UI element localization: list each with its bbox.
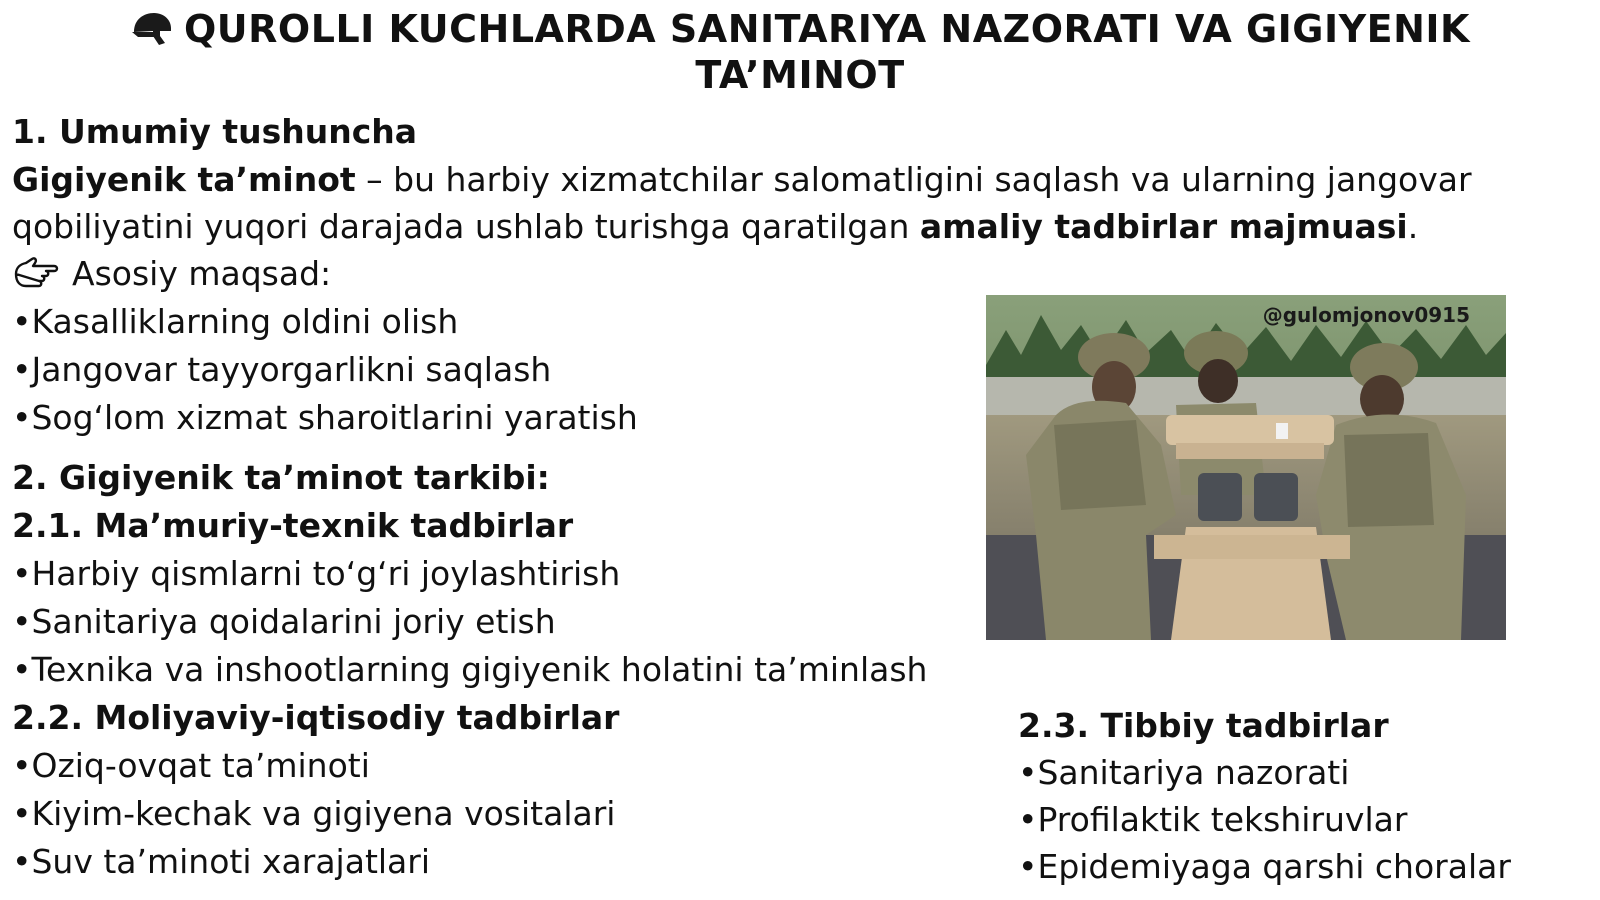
goal-label-row xyxy=(12,250,1592,298)
photo-illustration xyxy=(986,295,1506,640)
soldiers-handwashing-photo xyxy=(986,295,1506,640)
pointing-hand-icon xyxy=(12,254,60,294)
list-item: •Texnika va inshootlarning gigiyenik holatini ta’minlash xyxy=(12,650,928,689)
subsection-2-3 xyxy=(1018,702,1511,890)
definition-end: . xyxy=(1407,207,1419,246)
list-item: •Kiyim-kechak va gigiyena vositalari xyxy=(12,794,616,833)
list-item: •Sanitariya nazorati xyxy=(1018,753,1350,792)
page-title xyxy=(0,6,1600,98)
definition-paragraph xyxy=(12,156,1592,250)
goal-item: •Sog‘lom xizmat sharoitlarini yaratish xyxy=(12,398,638,437)
list-item: •Suv ta’minoti xarajatlari xyxy=(12,842,431,881)
definition-text: – bu harbiy xizmatchilar salomatligini saqlash va ularning jangovar qobiliyatini yuqori darajada ushlab turishga qaratilgan xyxy=(12,160,1472,246)
list-item: •Epidemiyaga qarshi choralar xyxy=(1018,847,1511,886)
list-item: •Harbiy qismlarni to‘g‘ri joylashtirish xyxy=(12,554,621,593)
title-line-1 xyxy=(0,6,1600,52)
subsection-2-3-heading: 2.3. Tibbiy tadbirlar xyxy=(1018,706,1389,745)
section-1-heading: 1. Umumiy tushuncha xyxy=(12,112,418,151)
goal-item: •Kasalliklarning oldini olish xyxy=(12,302,459,341)
photo-watermark: @gulomjonov0915 xyxy=(1262,303,1470,327)
subsection-2-2-heading: 2.2. Moliyaviy-iqtisodiy tadbirlar xyxy=(12,698,620,737)
definition-term: Gigiyenik ta’minot xyxy=(12,160,356,199)
subsection-2-1-heading: 2.1. Ma’muriy-texnik tadbirlar xyxy=(12,506,574,545)
section-2-heading: 2. Gigiyenik ta’minot tarkibi: xyxy=(12,458,550,497)
goal-item: •Jangovar tayyorgarlikni saqlash xyxy=(12,350,552,389)
title-text-line-1: QUROLLI KUCHLARDA SANITARIYA NAZORATI VA GIGIYENIK xyxy=(184,7,1470,51)
definition-emphasis: amaliy tadbirlar majmuasi xyxy=(919,207,1408,246)
list-item: •Oziq-ovqat ta’minoti xyxy=(12,746,370,785)
list-item: •Sanitariya qoidalarini joriy etish xyxy=(12,602,556,641)
title-line-2: TA’MINOT xyxy=(695,53,905,97)
soldier-helmet-icon xyxy=(130,10,174,46)
list-item: •Profilaktik tekshiruvlar xyxy=(1018,800,1408,839)
goal-label: Asosiy maqsad: xyxy=(72,254,332,293)
